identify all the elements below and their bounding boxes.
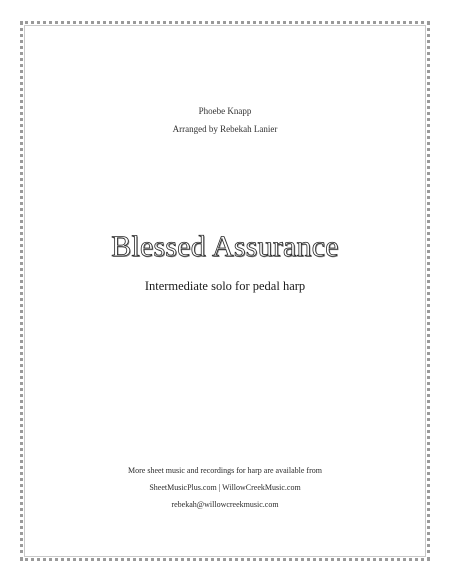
piece-title: Blessed Assurance xyxy=(111,230,339,263)
composer-name: Phoebe Knapp xyxy=(198,106,252,116)
footer-email: rebekah@willowcreekmusic.com xyxy=(171,500,279,509)
arranger-credit: Arranged by Rebekah Lanier xyxy=(172,124,278,134)
footer-availability-note: More sheet music and recordings for harp are available from xyxy=(128,466,322,475)
piece-subtitle: Intermediate solo for pedal harp xyxy=(144,279,306,293)
footer-websites: SheetMusicPlus.com | WillowCreekMusic.com xyxy=(149,483,301,492)
